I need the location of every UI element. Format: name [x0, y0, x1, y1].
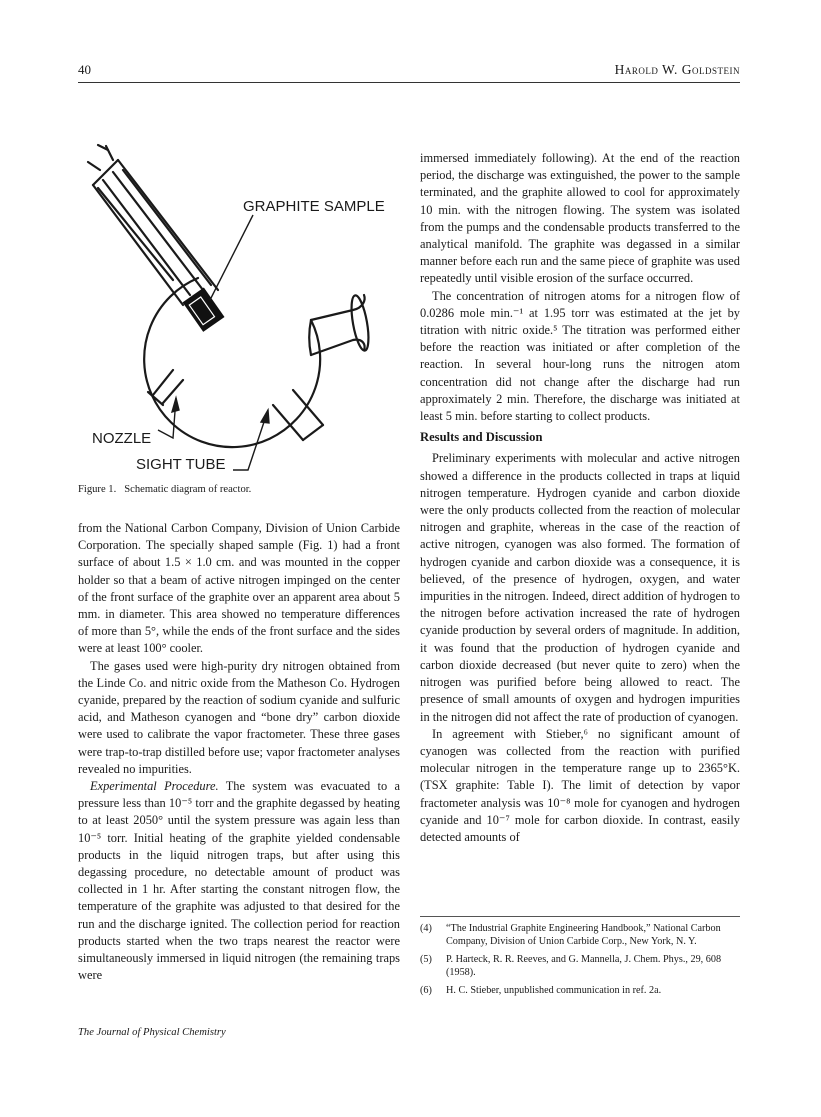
footnotes [420, 922, 742, 1001]
holder-tube-outer-right [118, 160, 218, 290]
label-nozzle: NOZZLE [92, 430, 152, 447]
footnote-text: “The Industrial Graphite Engineering Handbook,” National Carbon Company, Division of Union Carbide Corp., New York, N. Y. [446, 923, 721, 948]
page-header [78, 60, 740, 83]
reactor-sphere [144, 278, 320, 447]
paragraph: immersed immediately following). At the end of the reaction period, the discharge was extinguished, the power to the sample terminated, and the graphite allowed to cool for approximately 10 min. with the nitrogen flowing. The system was isolated from the pumps and the condensable products transferred to the analytical manifold. The graphite was degassed in a similar manner before each run and the same piece of graphite was used repeatedly until visible erosion of the surface occurred. [420, 151, 740, 286]
caption-label: Figure 1. [78, 484, 117, 495]
paragraph: The concentration of nitrogen atoms for a nitrogen flow of 0.0286 mole min.⁻¹ at 1.95 torr was estimated at the jet by titration with nitric oxide.⁵ The titration was performed either before the reaction was initiated or after completion of the reaction. In several hour-long runs the nitrogen atom concentration did not change after the discharge had run approximately 2 min. Therefore, the discharge was initiated at least 5 min. before starting to collect products. [420, 288, 740, 424]
page-number: 40 [78, 62, 91, 77]
outlet-tube [311, 295, 365, 320]
paragraph-body: The system was evacuated to a pressure less than 10⁻⁵ torr and the graphite degassed by heating to at least 2050° until the system pressure was again less than 10⁻⁵ torr. Initial heating of the graphite yielded condensable products in the liquid nitrogen traps, but after using this degassing procedure, no detectable amount of product was collected in 1 hr. After starting the constant nitrogen flow, the temperature of the graphite was adjusted to that desired for the run and the discharge ignited. The collection period for reaction products started when the two traps nearest the reactor were simultaneously immersed in liquid nitrogen (the remaining traps were [78, 779, 401, 983]
paragraph [78, 778, 400, 984]
reactor-figure [78, 140, 408, 480]
label-sight-tube: SIGHT TUBE [136, 456, 226, 473]
footnote-number: (6) [420, 984, 432, 996]
footnote-text: H. C. Stieber, unpublished communication in ref. 2a. [446, 984, 662, 996]
paragraph: The gases used were high-purity dry nitrogen obtained from the Linde Co. and nitric oxide from the Matheson Co. Hydrogen cyanide, prepared by the reaction of sodium cyanide and sulfuric acid, and Matheson cyanogen and “bone dry” carbon dioxide were used to calibrate the vapor fractometer. These three gases were trap-to-trap distilled before use; vapor fractometer analyses revealed no impurities. [78, 658, 400, 776]
paragraph: Preliminary experiments with molecular and active nitrogen showed a difference in the products collected in traps at liquid nitrogen temperature. Hydrogen cyanide and carbon dioxide were the only products collected from the reaction of molecular nitrogen and graphite, whereas in the case of the reaction of active nitrogen, cyanogen was also formed. The formation of hydrogen cyanide and carbon dioxide was a consequence, it is believed, of the presence of hydrogen, oxygen, and water impurities in the nitrogen. Indeed, direct addition of hydrogen to the nitrogen before activation increased the rate of hydrogen cyanide production by several orders of magnitude. In addition, it was found that the production of hydrogen cyanide and carbon dioxide decreased (but never quite to zero) when the nitrogen was purified before being allowed to react. The presence of small amounts of oxygen and hydrogen impurities in the nitrogen did not affect the rate of production of cyanogen. [420, 451, 740, 724]
label-graphite-sample: GRAPHITE SAMPLE [243, 198, 385, 215]
running-head: Harold W. Goldstein [614, 62, 740, 77]
section-heading: Results and Discussion [420, 430, 543, 445]
paragraph: In agreement with Stieber,⁶ no significant amount of cyanogen was collected from the reaction with purified molecular nitrogen in the temperature range up to 2365°K. (TSX graphite: Table I). The limit of detection by vapor fractometer analysis was 10⁻⁸ mole for cyanogen and hydrogen cyanide and 10⁻⁷ mole for carbon dioxide. In contrast, easily detected amounts of [420, 726, 740, 844]
footnote [420, 984, 742, 997]
footnote [420, 953, 742, 980]
figure-caption [78, 484, 400, 495]
left-column [78, 520, 400, 984]
footnote-number: (5) [420, 953, 432, 965]
paragraph: from the National Carbon Company, Division of Union Carbide Corporation. The specially shaped sample (Fig. 1) had a front surface of about 1.5 × 1.0 cm. and was mounted in the copper holder so that a beam of active nitrogen impinged on the center of the front surface of the graphite over an apparent area about 5 mm. in diameter. This area showed no temperature differences of more than 5°, while the ends of the front surface and the sides were at least 100° cooler. [78, 521, 400, 656]
nozzle [153, 370, 173, 395]
footnote-divider [420, 916, 740, 917]
footnote [420, 922, 742, 949]
journal-footer: The Journal of Physical Chemistry [78, 1027, 226, 1038]
footnote-text: P. Harteck, R. R. Reeves, and G. Mannella, J. Chem. Phys., 29, 608 (1958). [446, 953, 722, 979]
footnote-number: (4) [420, 923, 432, 934]
right-column [420, 150, 740, 846]
reactor-diagram [78, 140, 408, 480]
caption-text: Schematic diagram of reactor. [124, 484, 252, 495]
paragraph-lead: Experimental Procedure. [90, 779, 219, 794]
